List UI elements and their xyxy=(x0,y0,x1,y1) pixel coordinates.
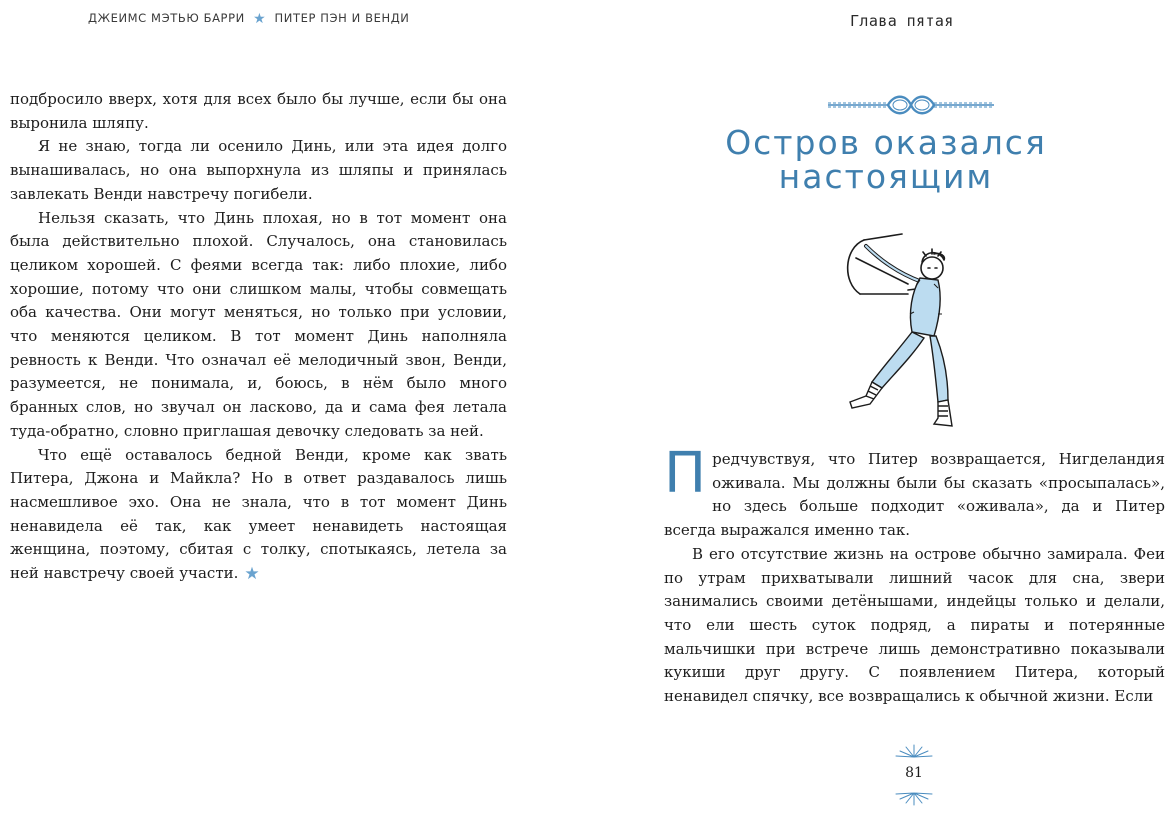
paragraph: подбросило вверх, хотя для всех было бы лучше, если бы она выронила шляпу. xyxy=(10,90,507,132)
star-icon: ★ xyxy=(253,11,267,27)
left-page-text xyxy=(10,88,507,586)
right-page-text xyxy=(664,441,1165,709)
paragraph-first xyxy=(664,441,1165,543)
right-page xyxy=(586,0,1173,819)
paragraph-text: Что ещё оставалось бедной Венди, кроме как звать Питера, Джона и Майкла? Но в ответ раздавалось лишь насмешливое эхо. Она не знала, что в тот момент Динь ненавидела её так, как умеет ненавидеть настоящая женщина, поэтому, сбитая с толку, спотыкаясь, летела за ней навстречу своей участи. xyxy=(10,445,507,583)
paragraph: В его отсутствие жизнь на острове обычно замирала. Феи по утрам прихватывали лишний часок для сна, звери занимались своими детёнышами, индейцы только и делали, что ели шесть суток подряд, а пираты и потерянные мальчишки при встрече лишь демонстративно показывали кукиши друг другу. С появлением Питера, который ненавидел спячку, все возвращались к обычной жизни. Если xyxy=(664,544,1165,706)
chapter-title-line-1: Остров оказался xyxy=(725,123,1047,162)
running-head-author: ДЖЕИМС МЭТЬЮ БАРРИ xyxy=(88,11,245,25)
chapter-title-line-2: настоящим xyxy=(778,157,994,196)
paragraph-text: редчувствуя, что Питер возвращается, Нигделандия оживала. Мы должны были бы сказать «просыпалась», но здесь больше подходит «оживала», да и Питер всегда выражался именно так. xyxy=(664,450,1165,540)
end-of-chapter-star-icon: ★ xyxy=(244,564,260,585)
chapter-label: Глава пятая xyxy=(850,12,954,30)
running-head-book: ПИТЕР ПЭН И ВЕНДИ xyxy=(274,11,410,25)
peter-pan-with-bow-illustration xyxy=(842,232,962,432)
left-page xyxy=(0,0,586,819)
page-number: 81 xyxy=(905,765,923,781)
paragraph: Я не знаю, тогда ли осенило Динь, или эта идея долго вынашивалась, но она выпорхнула из шляпы и принялась завлекать Венди навстречу погибели. xyxy=(10,137,507,203)
chapter-title xyxy=(686,123,1086,196)
drop-cap: П xyxy=(664,441,707,506)
paragraph: Нельзя сказать, что Динь плохая, но в тот момент она была действительно плохой. Случалось, она становилась целиком хорошей. С феями всегда так: либо плохие, либо хорошие, потому что они слишком малы, чтобы совмещать оба качества. Они могут меняться, но только при условии, что меняются целиком. В тот момент Динь наполняла ревность к Венди. Что означал её мелодичный звон, Венди, разумеется, не понимала, и, боюсь, в нём было много бранных слов, но звучал он ласково, да и сама фея летала туда-обратно, словно приглашая девочку следовать за ней. xyxy=(10,208,507,440)
running-head xyxy=(88,10,409,26)
rope-knot-icon xyxy=(826,92,996,118)
paragraph-last xyxy=(10,444,507,586)
folio xyxy=(886,743,942,807)
